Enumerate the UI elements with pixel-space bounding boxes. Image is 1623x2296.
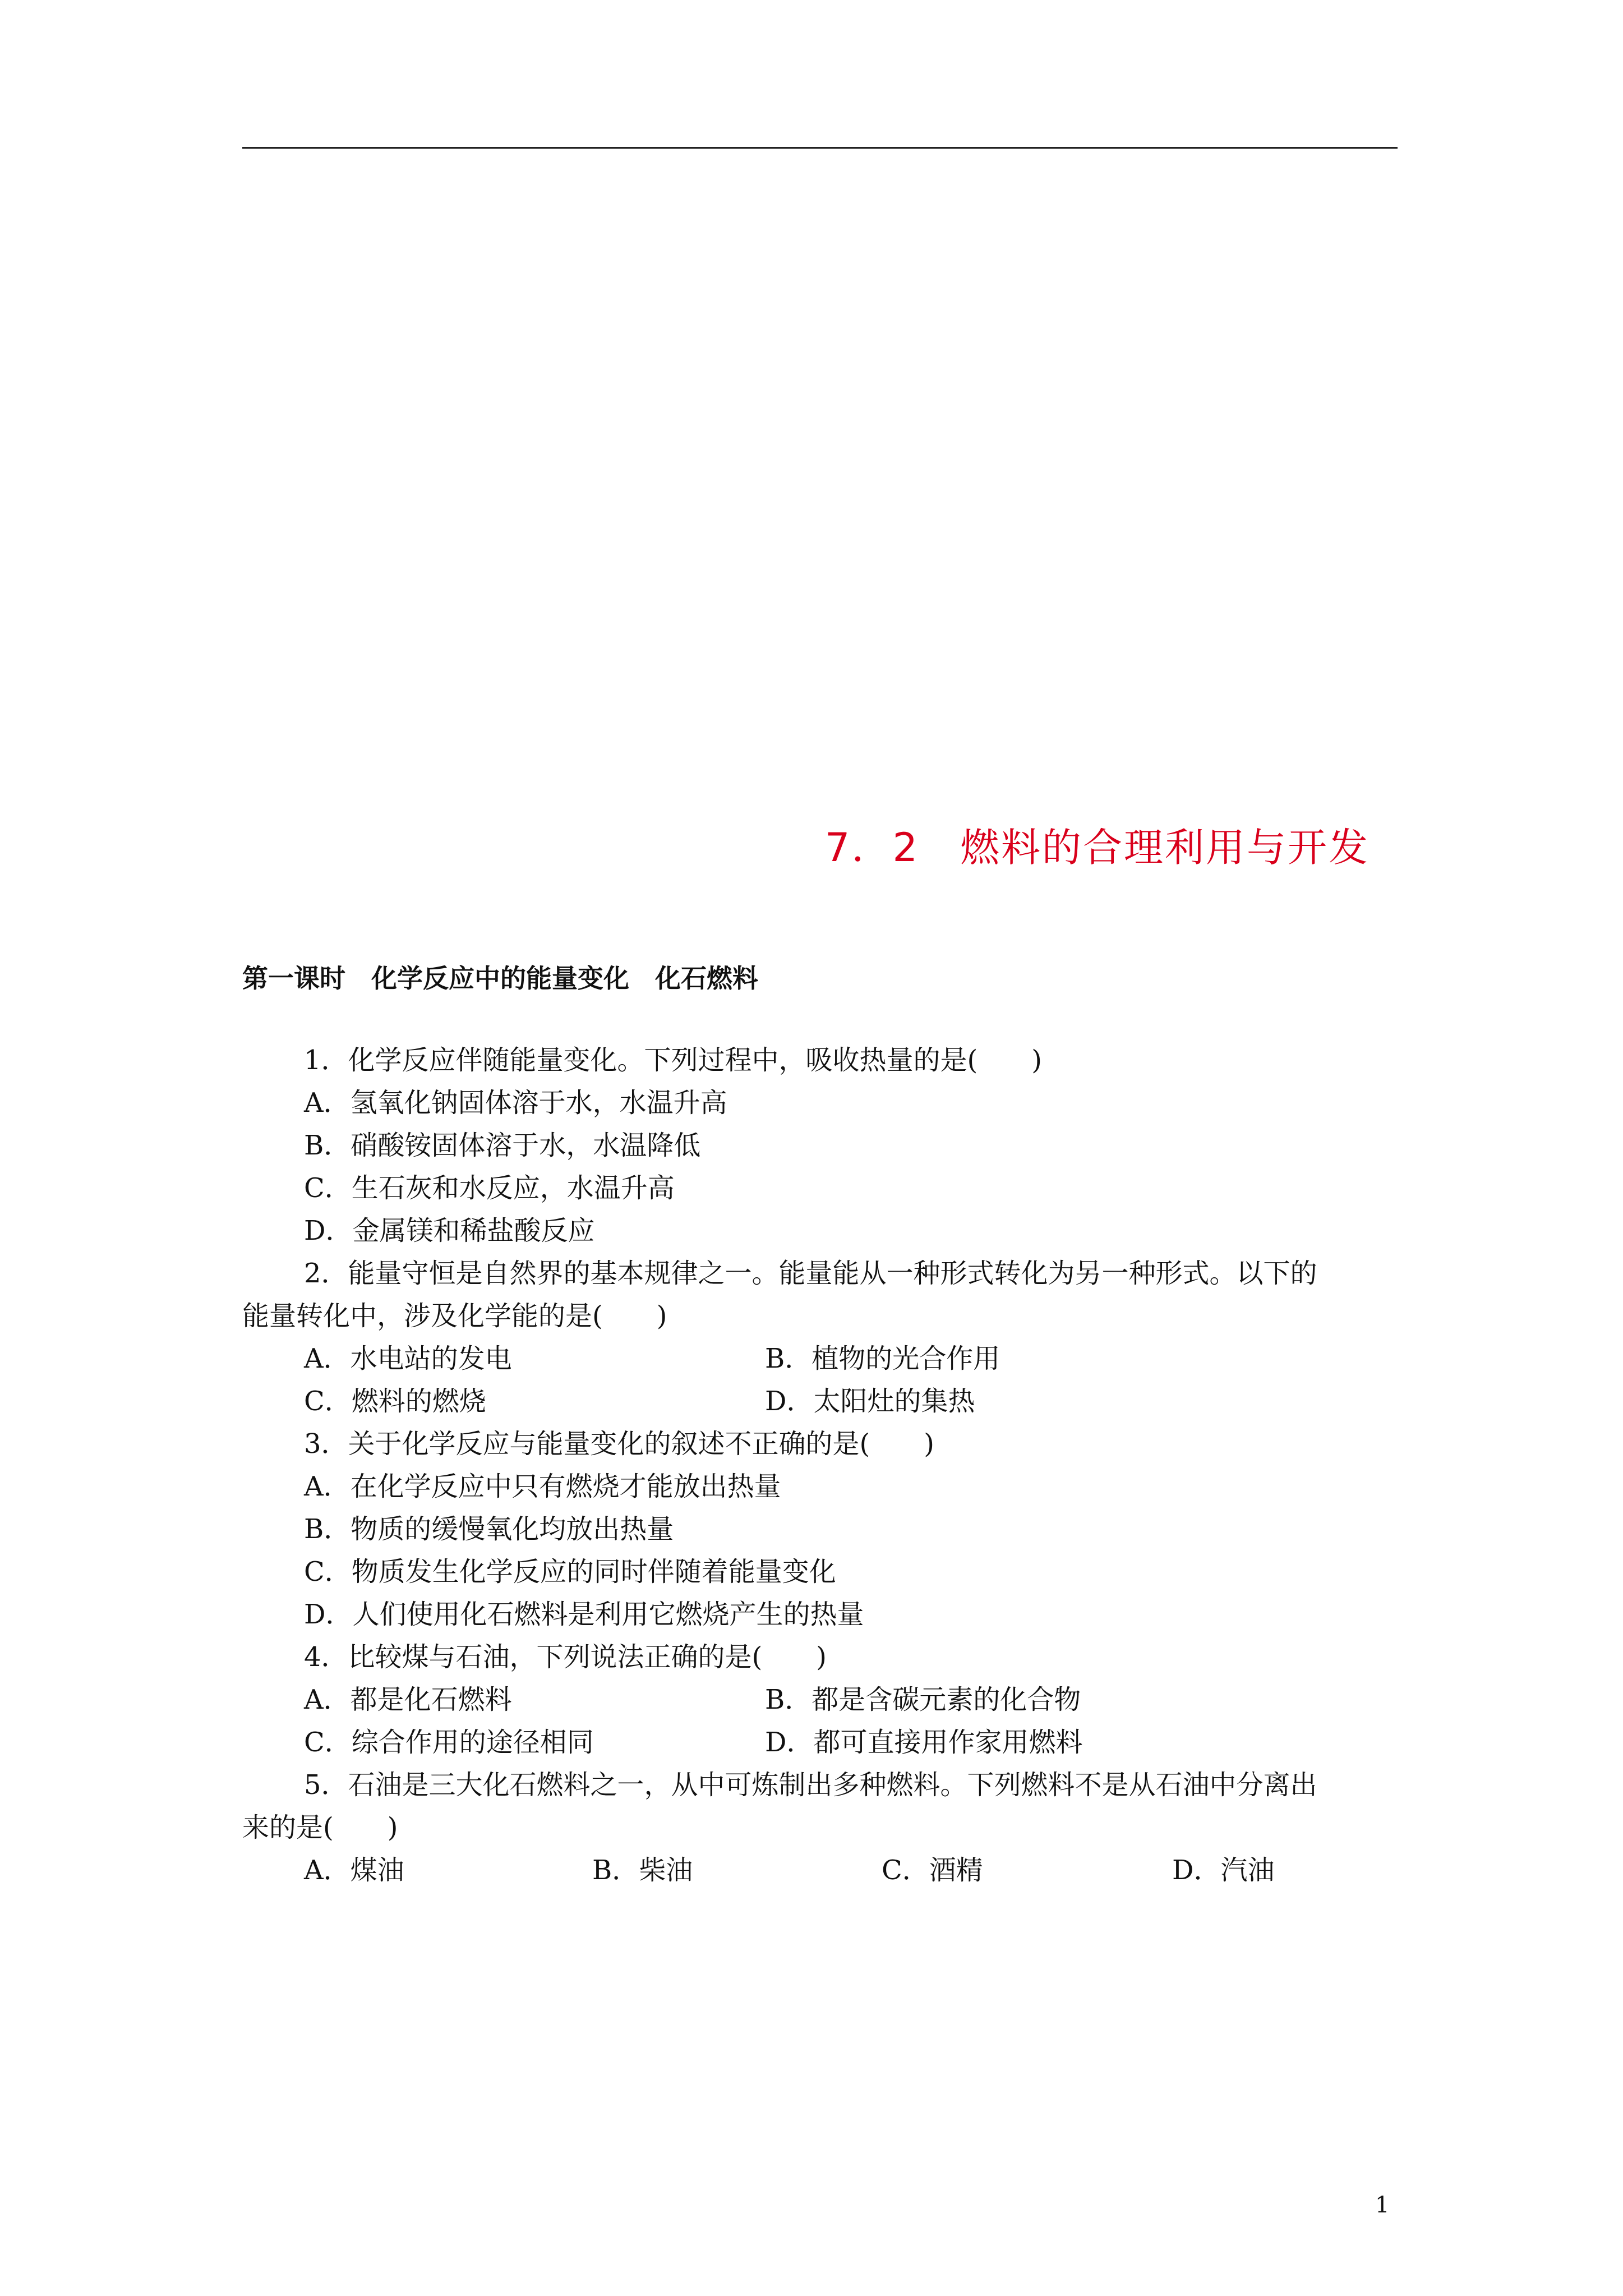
q4-option-b: B．都是含碳元素的化合物 xyxy=(765,1684,1081,1715)
q2-options-row2 xyxy=(242,1380,1398,1423)
q2-option-d: D．太阳灶的集热 xyxy=(765,1386,975,1417)
q3-option-d: D．人们使用化石燃料是利用它燃烧产生的热量 xyxy=(304,1599,864,1630)
q3-option-b: B．物质的缓慢氧化均放出热量 xyxy=(304,1513,674,1545)
q5-option-d: D．汽油 xyxy=(1172,1855,1275,1886)
q4-options-row2 xyxy=(242,1721,1398,1764)
q2-stem-line2: 能量转化中，涉及化学能的是( ) xyxy=(242,1300,667,1332)
page-title: 7．2 燃料的合理利用与开发 xyxy=(824,825,1370,871)
q5-stem-line2: 来的是( ) xyxy=(242,1812,398,1843)
q2-option-a: A．水电站的发电 xyxy=(304,1343,512,1374)
q5-option-b: B．柴油 xyxy=(592,1855,693,1886)
q2-stem-line1: 2．能量守恒是自然界的基本规律之一。能量能从一种形式转化为另一种形式。以下的 xyxy=(304,1258,1317,1289)
q4-option-a: A．都是化石燃料 xyxy=(304,1684,512,1715)
q1-option-b: B．硝酸铵固体溶于水，水温降低 xyxy=(304,1130,701,1161)
q4-option-d: D．都可直接用作家用燃料 xyxy=(765,1727,1083,1758)
q4-option-c: C．综合作用的途径相同 xyxy=(304,1727,594,1758)
lesson-subtitle: 第一课时 化学反应中的能量变化 化石燃料 xyxy=(242,963,758,993)
page-number: 1 xyxy=(1375,2192,1390,2218)
q2-option-b: B．植物的光合作用 xyxy=(765,1343,1000,1374)
q4-stem: 4．比较煤与石油，下列说法正确的是( ) xyxy=(304,1641,827,1673)
q4-options-row1 xyxy=(242,1678,1398,1721)
q1-option-c: C．生石灰和水反应，水温升高 xyxy=(304,1172,675,1204)
q5-stem-line1: 5．石油是三大化石燃料之一，从中可炼制出多种燃料。下列燃料不是从石油中分离出 xyxy=(304,1769,1317,1801)
q5-options-row xyxy=(242,1849,1398,1892)
q2-option-c: C．燃料的燃烧 xyxy=(304,1386,486,1417)
question-list xyxy=(242,1039,1398,1892)
q1-option-d: D．金属镁和稀盐酸反应 xyxy=(304,1215,595,1246)
q2-options-row1 xyxy=(242,1337,1398,1380)
header-rule xyxy=(242,147,1398,149)
q3-option-a: A．在化学反应中只有燃烧才能放出热量 xyxy=(304,1471,781,1502)
q5-option-a: A．煤油 xyxy=(304,1855,404,1886)
q3-option-c: C．物质发生化学反应的同时伴随着能量变化 xyxy=(304,1556,836,1588)
q5-option-c: C．酒精 xyxy=(882,1855,983,1886)
q1-option-a: A．氢氧化钠固体溶于水，水温升高 xyxy=(304,1087,727,1119)
q3-stem: 3．关于化学反应与能量变化的叙述不正确的是( ) xyxy=(304,1428,934,1460)
q1-stem: 1．化学反应伴随能量变化。下列过程中，吸收热量的是( ) xyxy=(304,1045,1042,1076)
